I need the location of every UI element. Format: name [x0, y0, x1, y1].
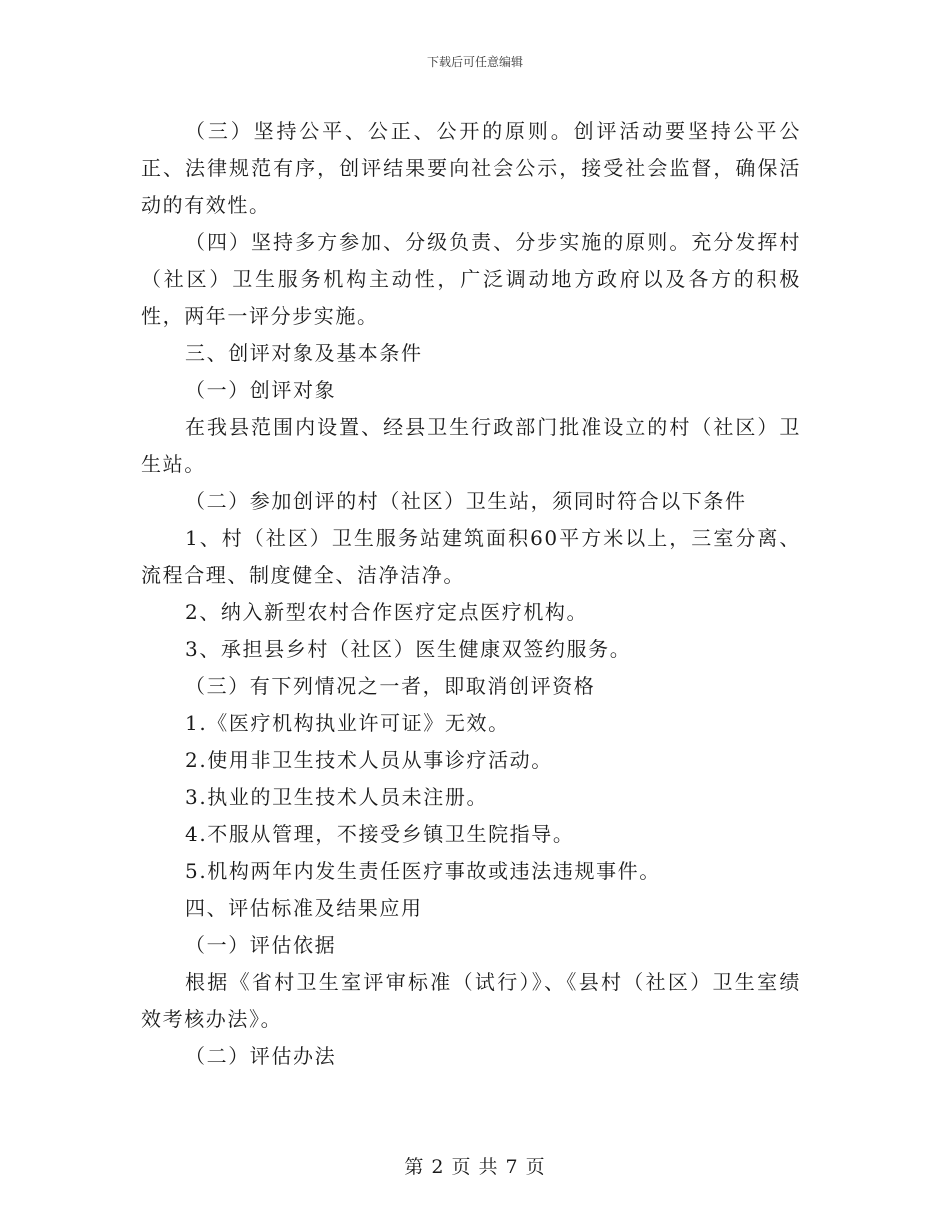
page-number-footer: 第 2 页 共 7 页 — [404, 1156, 546, 1178]
list-item: 3.执业的卫生技术人员未注册。 — [185, 785, 489, 809]
list-item: 5.机构两年内发生责任医疗事故或违法违规事件。 — [185, 859, 661, 883]
list-item: 4.不服从管理，不接受乡镇卫生院指导。 — [185, 822, 575, 846]
subsection-heading: （二）评估办法 — [185, 1044, 337, 1068]
section-heading: 三、创评对象及基本条件 — [185, 341, 423, 365]
subsection-heading: （一）评估依据 — [185, 933, 337, 957]
subsection-heading: （三）有下列情况之一者，即取消创评资格 — [185, 674, 596, 698]
subsection-heading: （一）创评对象 — [185, 378, 337, 402]
document-body — [141, 113, 801, 1075]
list-item: 3、承担县乡村（社区）医生健康双签约服务。 — [185, 637, 632, 661]
list-item: 2、纳入新型农村合作医疗定点医疗机构。 — [185, 600, 589, 624]
section-heading: 四、评估标准及结果应用 — [185, 896, 423, 920]
paragraph: 根据《省村卫生室评审标准（试行）》、《县村（社区）卫生室绩效考核办法》。 — [141, 970, 801, 1031]
paragraph: （四）坚持多方参加、分级负责、分步实施的原则。充分发挥村（社区）卫生服务机构主动性，广泛调动地方政府以及各方的积极性，两年一评分步实施。 — [141, 230, 801, 328]
subsection-heading: （二）参加创评的村（社区）卫生站，须同时符合以下条件 — [185, 489, 747, 513]
header-note: 下载后可任意编辑 — [426, 55, 523, 69]
list-item: 1.《医疗机构执业许可证》无效。 — [185, 711, 510, 735]
list-item: 2.使用非卫生技术人员从事诊疗活动。 — [185, 748, 553, 772]
paragraph: （三）坚持公平、公正、公开的原则。创评活动要坚持公平公正、法律规范有序，创评结果要向社会公示，接受社会监督，确保活动的有效性。 — [141, 119, 801, 217]
list-item: 1、村（社区）卫生服务站建筑面积60平方米以上，三室分离、流程合理、制度健全、洁净洁净。 — [141, 526, 801, 587]
paragraph: 在我县范围内设置、经县卫生行政部门批准设立的村（社区）卫生站。 — [141, 415, 801, 476]
